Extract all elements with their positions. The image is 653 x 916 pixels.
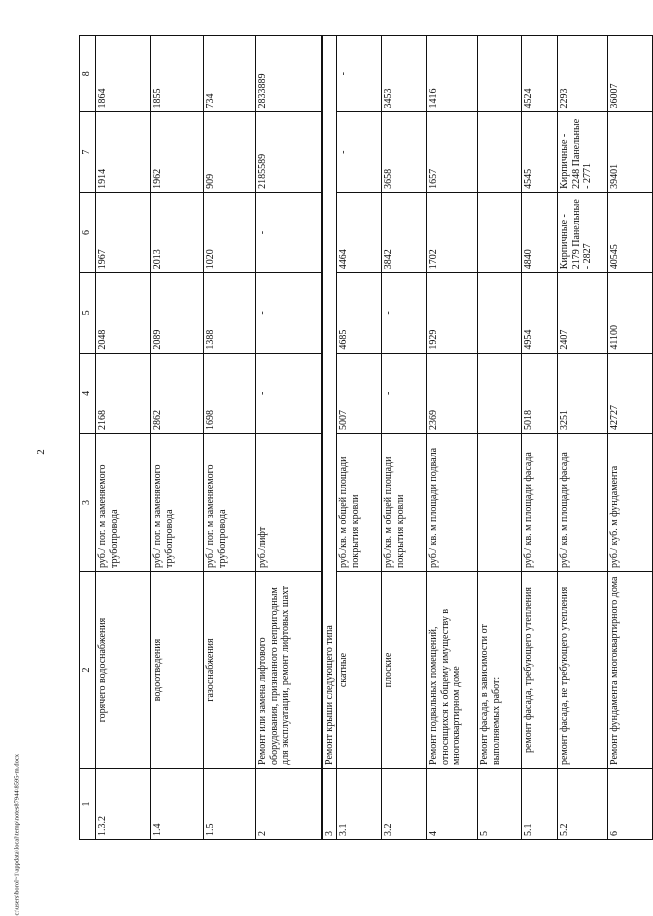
table-row xyxy=(558,36,608,840)
row-number-cell: 3 xyxy=(322,768,337,839)
unit-cell: руб./кв. м общей площади покрытия кровли xyxy=(337,434,382,572)
table-row xyxy=(204,36,256,840)
page-number: 2 xyxy=(34,449,47,455)
table-row xyxy=(478,36,522,840)
cost-value-cell: 2407 xyxy=(558,273,608,353)
cost-value-cell: 2369 xyxy=(427,353,478,433)
cost-value-cell: 1855 xyxy=(151,36,204,112)
row-number-cell: 5.1 xyxy=(522,768,558,839)
column-number-cell: 1 xyxy=(80,768,96,839)
column-number-cell: 5 xyxy=(80,273,96,353)
unit-cell: руб./ кв. м площади подвала xyxy=(427,434,478,572)
cost-value-cell: - xyxy=(337,36,382,112)
work-name-cell: скатные xyxy=(337,572,382,769)
unit-cell: руб./ кв. м площади фасада xyxy=(522,434,558,572)
unit-cell: руб./ пог. м заменяемого трубопровода xyxy=(151,434,204,572)
unit-cell: руб./ куб. м фундамента xyxy=(608,434,653,572)
cost-table xyxy=(79,35,653,840)
work-name-cell: водоотведения xyxy=(151,572,204,769)
cost-value-cell: 42727 xyxy=(608,353,653,433)
cost-value-cell: 36007 xyxy=(608,36,653,112)
work-name-cell: Ремонт или замена лифтового оборудования, признанного непригодным для эксплуатации, ремонт лифтовых шахт xyxy=(256,572,322,769)
column-number-cell: 7 xyxy=(80,112,96,192)
row-number-cell: 1.4 xyxy=(151,768,204,839)
unit-cell: руб./ пог. м заменяемого трубопровода xyxy=(96,434,151,572)
row-number-cell: 2 xyxy=(256,768,322,839)
cost-value-cell: 4954 xyxy=(522,273,558,353)
cost-value-cell: 1416 xyxy=(427,36,478,112)
column-number-row xyxy=(80,36,96,840)
table-row xyxy=(256,36,322,840)
cost-value-cell: 4524 xyxy=(522,36,558,112)
cost-value-cell: 1702 xyxy=(427,192,478,272)
unit-cell: руб./лифт xyxy=(256,434,322,572)
cost-value-cell xyxy=(478,36,522,112)
cost-value-cell: 2833889 xyxy=(256,36,322,112)
unit-cell xyxy=(478,434,522,572)
cost-value-cell xyxy=(478,353,522,433)
rotated-table-frame xyxy=(79,35,620,840)
cost-value-cell xyxy=(478,192,522,272)
cost-value-cell: 4464 xyxy=(337,192,382,272)
column-number-cell: 8 xyxy=(80,36,96,112)
cost-value-cell: - xyxy=(382,353,427,433)
cost-value-cell: 2168 xyxy=(96,353,151,433)
cost-value-cell xyxy=(478,112,522,192)
work-name-cell: ремонт фасада, требующего утепления xyxy=(522,572,558,769)
row-number-cell: 6 xyxy=(608,768,653,839)
cost-value-cell: 1864 xyxy=(96,36,151,112)
cost-value-cell: 2293 xyxy=(558,36,608,112)
row-number-cell: 1.5 xyxy=(204,768,256,839)
cost-value-cell: - xyxy=(256,192,322,272)
cost-value-cell: 2013 xyxy=(151,192,204,272)
cost-value-cell: 2185589 xyxy=(256,112,322,192)
cost-value-cell: 1962 xyxy=(151,112,204,192)
cost-value-cell: 2089 xyxy=(151,273,204,353)
cost-value-cell: 4840 xyxy=(522,192,558,272)
cost-value-cell: 5007 xyxy=(337,353,382,433)
cost-value-cell: 3658 xyxy=(382,112,427,192)
cost-value-cell: 39401 xyxy=(608,112,653,192)
work-name-cell: плоские xyxy=(382,572,427,769)
column-number-cell: 4 xyxy=(80,353,96,433)
table-row xyxy=(608,36,653,840)
cost-value-cell: 1388 xyxy=(204,273,256,353)
row-number-cell: 3.2 xyxy=(382,768,427,839)
unit-cell: руб./кв. м общей площади покрытия кровли xyxy=(382,434,427,572)
work-name-cell: Ремонт фундамента многоквартирного дома xyxy=(608,572,653,769)
cost-value-cell: 1914 xyxy=(96,112,151,192)
table-row xyxy=(522,36,558,840)
table-row xyxy=(427,36,478,840)
row-number-cell: 1.3.2 xyxy=(96,768,151,839)
cost-value-cell: - xyxy=(256,273,322,353)
row-number-cell: 3.1 xyxy=(337,768,382,839)
work-name-cell: ремонт фасада, не требующего утепления xyxy=(558,572,608,769)
cost-value-cell xyxy=(478,273,522,353)
row-number-cell: 4 xyxy=(427,768,478,839)
table-row xyxy=(151,36,204,840)
cost-value-cell: 40545 xyxy=(608,192,653,272)
column-number-cell: 6 xyxy=(80,192,96,272)
cost-value-cell: 2862 xyxy=(151,353,204,433)
cost-value-cell: 4545 xyxy=(522,112,558,192)
cost-value-cell: - xyxy=(256,353,322,433)
cost-value-cell: 3251 xyxy=(558,353,608,433)
table-row xyxy=(322,36,337,840)
cost-value-cell: 2048 xyxy=(96,273,151,353)
cost-value-cell: 734 xyxy=(204,36,256,112)
cost-value-cell: - xyxy=(382,273,427,353)
table-row xyxy=(382,36,427,840)
work-name-cell: Ремонт фасада, в зависимости от выполняемых работ: xyxy=(478,572,522,769)
section-header-cell: Ремонт крыши следующего типа xyxy=(322,36,337,769)
cost-value-cell: 41100 xyxy=(608,273,653,353)
cost-value-cell: 3842 xyxy=(382,192,427,272)
cost-value-cell: - xyxy=(337,112,382,192)
column-number-cell: 3 xyxy=(80,434,96,572)
cost-value-cell: 1698 xyxy=(204,353,256,433)
column-number-cell: 2 xyxy=(80,572,96,769)
cost-value-cell: 909 xyxy=(204,112,256,192)
unit-cell: руб./ кв. м площади фасада xyxy=(558,434,608,572)
work-name-cell: Ремонт подвальных помещений, относящихся к общему имуществу в многоквартирном доме xyxy=(427,572,478,769)
cost-value-cell: 1967 xyxy=(96,192,151,272)
table-row xyxy=(337,36,382,840)
footer-file-path: c:\users\borol~1\appdata\local\temp\notes87944\8595-m.docx xyxy=(13,754,21,916)
row-number-cell: 5.2 xyxy=(558,768,608,839)
work-name-cell: горячего водоснабжения xyxy=(96,572,151,769)
cost-value-cell: Кирпичные - 2248 Панельные - 2771 xyxy=(558,112,608,192)
row-number-cell: 5 xyxy=(478,768,522,839)
cost-value-cell: 1929 xyxy=(427,273,478,353)
cost-value-cell: 4685 xyxy=(337,273,382,353)
cost-value-cell: 3453 xyxy=(382,36,427,112)
table-row xyxy=(96,36,151,840)
work-name-cell: газоснабжения xyxy=(204,572,256,769)
cost-value-cell: 1020 xyxy=(204,192,256,272)
cost-value-cell: 5018 xyxy=(522,353,558,433)
cost-value-cell: Кирпичные - 2179 Панельные - 2827 xyxy=(558,192,608,272)
cost-value-cell: 1657 xyxy=(427,112,478,192)
unit-cell: руб./ пог. м заменяемого трубопровода xyxy=(204,434,256,572)
